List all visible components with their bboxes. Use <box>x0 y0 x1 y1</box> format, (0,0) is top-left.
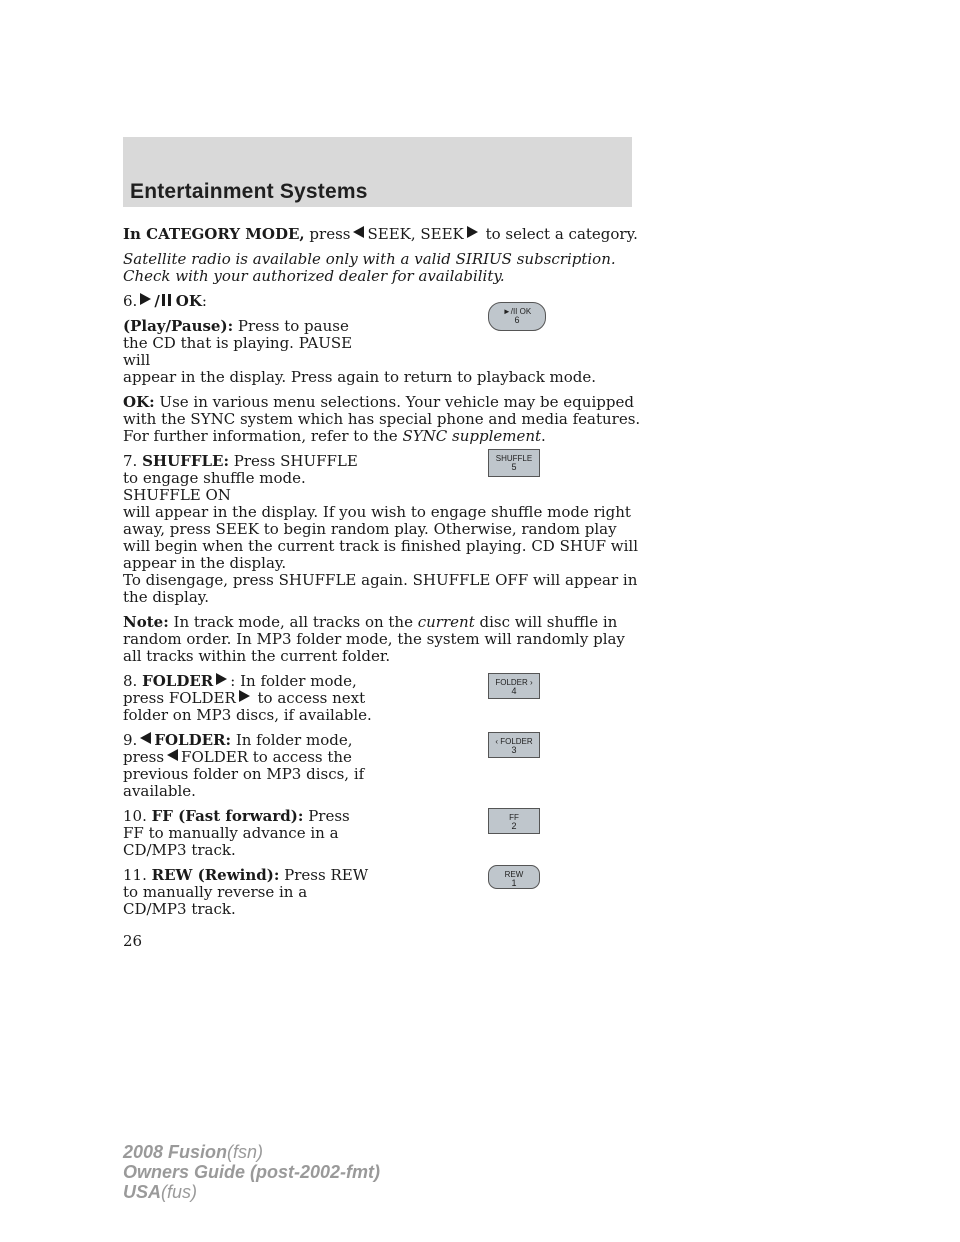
category-mode-paragraph: In CATEGORY MODE, press SEEK, SEEK to select a category. <box>123 225 638 243</box>
item6-play-pause: ►/II OK 6 (Play/Pause): Press to pause the CD that is playing. PAUSE will appear in the display. Press again to return to playback mode. <box>123 318 643 386</box>
document-footer: 2008 Fusion(fsn) Owners Guide (post-2002-fmt) USA(fus) <box>123 1142 381 1202</box>
seek-forward-icon <box>467 226 478 238</box>
sirius-note: Satellite radio is available only with a valid SIRIUS subscription. Check with your authorized dealer for availability. <box>123 250 616 285</box>
folder-prev-icon <box>140 732 151 744</box>
item6-heading: 6. / OK: <box>123 292 207 310</box>
item11-rewind: REW 1 11. REW (Rewind): Press REW to manually reverse in a CD/MP3 track. <box>123 867 643 918</box>
shuffle-key-5: SHUFFLE 5 <box>488 449 540 477</box>
page-content <box>123 226 643 926</box>
folder-next-icon <box>216 673 227 685</box>
pause-icon <box>162 293 174 310</box>
rew-key-1: REW 1 <box>488 865 540 889</box>
seek-back-icon <box>353 226 364 238</box>
folder-next-icon-inline <box>239 690 250 702</box>
folder-prev-icon-inline <box>167 749 178 761</box>
section-title: Entertainment Systems <box>130 180 368 203</box>
folder-prev-key-3: ‹ FOLDER 3 <box>488 732 540 758</box>
ff-key-2: FF 2 <box>488 808 540 834</box>
page-number: 26 <box>123 932 143 950</box>
item9-folder-prev: ‹ FOLDER 3 9. FOLDER: In folder mode, press FOLDER to access the previous folder on MP3 discs, if available. <box>123 732 643 800</box>
folder-next-key-4: FOLDER › 4 <box>488 673 540 699</box>
item8-folder-next: FOLDER › 4 8. FOLDER : In folder mode, press FOLDER to access next folder on MP3 discs, if available. <box>123 673 643 724</box>
play-icon <box>140 293 151 305</box>
shuffle-note: Note: In track mode, all tracks on the current disc will shuffle in random order. In MP3 folder mode, the system will randomly play all tracks within the current folder. <box>123 613 625 665</box>
play-pause-ok-key-6: ►/II OK 6 <box>488 302 546 331</box>
item7-shuffle: SHUFFLE 5 7. SHUFFLE: Press SHUFFLE to engage shuffle mode. SHUFFLE ON will appear in the display. If you wish to engage shuffle mode right away, press SEEK to begin random play. Otherwise, random play will begin when the current track is finished playing. CD SHUF will appear in the display. To disengage, press SHUFFLE again. SHUFFLE OFF will appear in the display. <box>123 453 643 606</box>
item6-ok: OK: Use in various menu selections. Your vehicle may be equipped with the SYNC system which has special phone and media features. For further information, refer to the SYNC supplement. <box>123 393 641 445</box>
item10-fast-forward: FF 2 10. FF (Fast forward): Press FF to manually advance in a CD/MP3 track. <box>123 808 643 859</box>
